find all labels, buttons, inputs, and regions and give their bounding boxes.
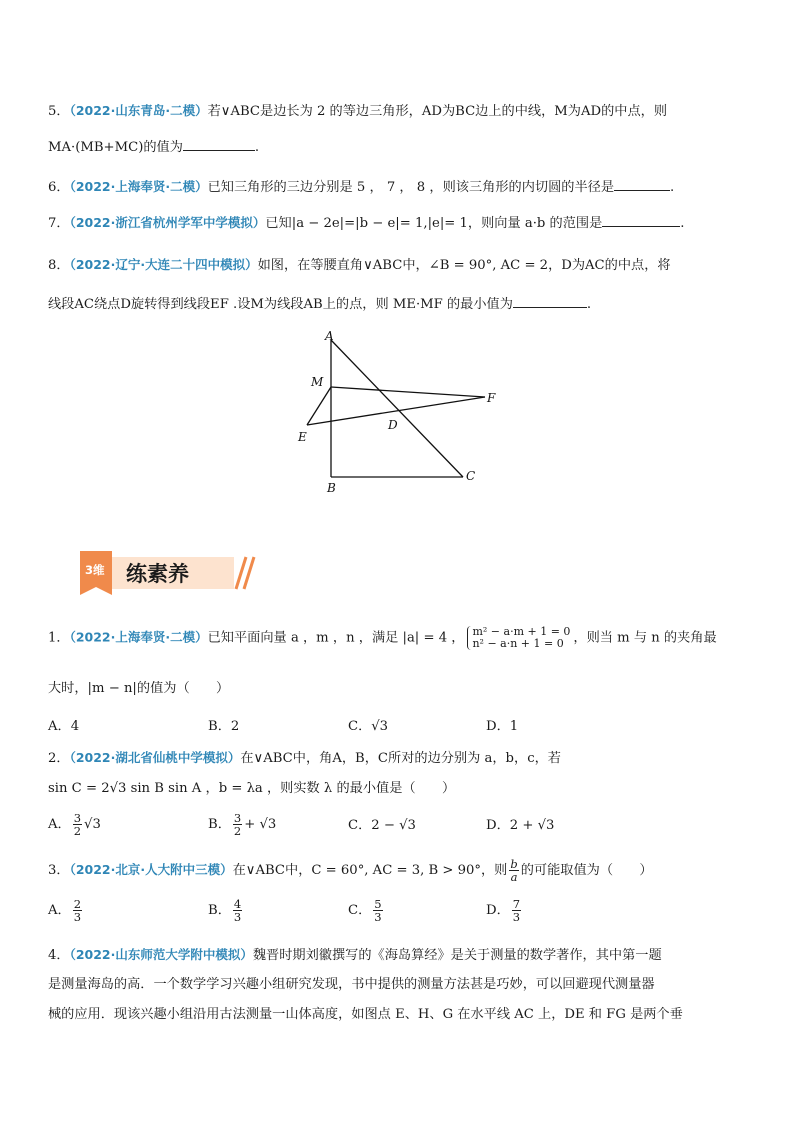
question-text: 线段AC绕点D旋转得到线段EF .设M为线段AB上的点，则 ME·MF 的最小值为 bbox=[48, 297, 513, 312]
option-d[interactable]: D．2 + √3 bbox=[486, 818, 555, 833]
question-number: 2． bbox=[48, 751, 70, 766]
p4-line3 bbox=[48, 1005, 734, 1025]
option-d[interactable]: D． $\frac{7}{3}$ bbox=[486, 897, 521, 924]
question-text: 械的应用．现该兴趣小组沿用古法测量一山体高度，如图点 E、H、G 在水平线 AC 上，DE 和 FG 是两个垂 bbox=[48, 1007, 683, 1022]
question-text: MA·(MB+MC)的值为 bbox=[48, 140, 183, 155]
question-number: 5． bbox=[48, 104, 70, 119]
segment-AC bbox=[331, 340, 463, 477]
question-text: 已知三角形的三边分别是 5 ， 7 ， 8 ，则该三角形的内切圆的半径是 bbox=[207, 180, 615, 195]
label-A: A bbox=[325, 329, 334, 343]
q8-line1 bbox=[48, 255, 734, 276]
answer-blank[interactable] bbox=[183, 136, 255, 151]
option-c[interactable]: C．2 − √3 bbox=[348, 818, 416, 833]
question-text: 在∨ABC中，C = 60°, AC = 3, B > 90°，则 bbox=[232, 863, 508, 878]
equation-system: m² − a·m + 1 = 0 n² − a·n + 1 = 0 bbox=[467, 626, 570, 650]
q5-line2: MA·(MB+MC)的值为 . bbox=[48, 136, 734, 158]
question-text: 是测量海岛的高．一个数学学习兴趣小组研究发现，书中提供的测量方法甚是巧妙，可以回避现代测量器 bbox=[48, 977, 655, 992]
question-number: 3． bbox=[48, 863, 70, 878]
segment-ME bbox=[307, 387, 331, 425]
p4-line1 bbox=[48, 945, 734, 966]
option-b[interactable]: B． $\frac{3}{2}$ + √3 bbox=[208, 811, 277, 838]
question-source: （2022·辽宁·大连二十四中模拟） bbox=[69, 257, 258, 272]
question-text: 已知|a − 2e|=|b − e|= 1,|e|= 1，则向量 a·b 的范围是 bbox=[265, 216, 603, 231]
option-c[interactable]: C．√3 bbox=[348, 719, 389, 734]
option-a[interactable]: A．4 bbox=[48, 719, 80, 734]
question-text: 的可能取值为（ ） bbox=[520, 863, 653, 878]
label-B: B bbox=[327, 481, 336, 495]
question-number: 4． bbox=[48, 948, 70, 963]
answer-blank[interactable] bbox=[513, 293, 587, 308]
question-number: 7． bbox=[48, 216, 70, 231]
p4-line2 bbox=[48, 975, 734, 995]
question-text: sin C = 2√3 sin B sin A ，b = λa ，则实数 λ 的最小值是（ ） bbox=[48, 781, 456, 796]
label-F: F bbox=[487, 391, 496, 405]
question-number: 6． bbox=[48, 180, 70, 195]
p1-line1 bbox=[48, 626, 734, 650]
section-title: 练素养 bbox=[126, 562, 189, 586]
answer-blank[interactable] bbox=[614, 176, 670, 191]
geometry-figure bbox=[290, 325, 510, 500]
question-source: （2022·山东师范大学附中模拟） bbox=[69, 947, 253, 962]
q8-line2: 线段AC绕点D旋转得到线段EF .设M为线段AB上的点，则 ME·MF 的最小值为 . bbox=[48, 293, 734, 315]
label-E: E bbox=[298, 430, 307, 444]
option-b[interactable]: B．2 bbox=[208, 719, 240, 734]
p3-line1: 3．（2022·北京·人大附中三模）在∨ABC中，C = 60°, AC = 3, B > 90°，则 $\frac{b}{a}$ 的可能取值为（ ） bbox=[48, 857, 653, 884]
question-text: ，则当 m 与 n 的夹角最 bbox=[573, 630, 717, 646]
option-c[interactable]: C． $\frac{5}{3}$ bbox=[348, 897, 382, 924]
question-text: 在∨ABC中，角A，B，C所对的边分别为 a，b，c，若 bbox=[240, 751, 561, 766]
question-text: 如图，在等腰直角∨ABC中，∠B = 90°, AC = 2，D为AC的中点，将 bbox=[257, 258, 671, 273]
question-source: （2022·上海奉贤·二模） bbox=[69, 179, 208, 194]
question-text: 大时，|m − n|的值为（ ） bbox=[48, 681, 230, 696]
option-a[interactable]: A． $\frac{2}{3}$ bbox=[48, 897, 82, 924]
label-D: D bbox=[388, 418, 398, 432]
q7-line: 7．（2022·浙江省杭州学军中学模拟）已知|a − 2e|=|b − e|= 1,|e|= 1，则向量 a·b 的范围是 . bbox=[48, 212, 734, 234]
section-badge: 3维 bbox=[85, 563, 105, 577]
label-M: M bbox=[311, 375, 324, 389]
question-text: 已知平面向量 a ，m ，n ，满足 |a| = 4 ， bbox=[207, 630, 465, 646]
question-number: 8． bbox=[48, 258, 70, 273]
p2-line1 bbox=[48, 748, 734, 769]
question-text: 魏晋时期刘徽撰写的《海岛算经》是关于测量的数学著作，其中第一题 bbox=[252, 948, 662, 963]
section-header bbox=[78, 549, 258, 595]
question-source: （2022·上海奉贤·二模） bbox=[69, 629, 208, 645]
question-text: 若∨ABC是边长为 2 的等边三角形，AD为BC边上的中线，M为AD的中点，则 bbox=[207, 104, 668, 119]
question-source: （2022·北京·人大附中三模） bbox=[69, 862, 233, 877]
question-source: （2022·浙江省杭州学军中学模拟） bbox=[69, 215, 266, 230]
q5-line1 bbox=[48, 101, 734, 122]
q6-line: 6．（2022·上海奉贤·二模）已知三角形的三边分别是 5 ， 7 ， 8 ，则该三角形的内切圆的半径是 . bbox=[48, 176, 734, 198]
option-d[interactable]: D．1 bbox=[486, 719, 519, 734]
segment-MF bbox=[331, 387, 485, 397]
question-number: 1． bbox=[48, 630, 70, 646]
option-b[interactable]: B． $\frac{4}{3}$ bbox=[208, 897, 242, 924]
answer-blank[interactable] bbox=[602, 212, 680, 227]
p1-line2 bbox=[48, 679, 734, 699]
option-a[interactable]: A． $\frac{3}{2}$ √3 bbox=[48, 811, 101, 838]
label-C: C bbox=[466, 469, 476, 483]
question-source: （2022·山东青岛·二模） bbox=[69, 103, 208, 118]
question-source: （2022·湖北省仙桃中学模拟） bbox=[69, 750, 241, 765]
p2-line2 bbox=[48, 779, 734, 799]
